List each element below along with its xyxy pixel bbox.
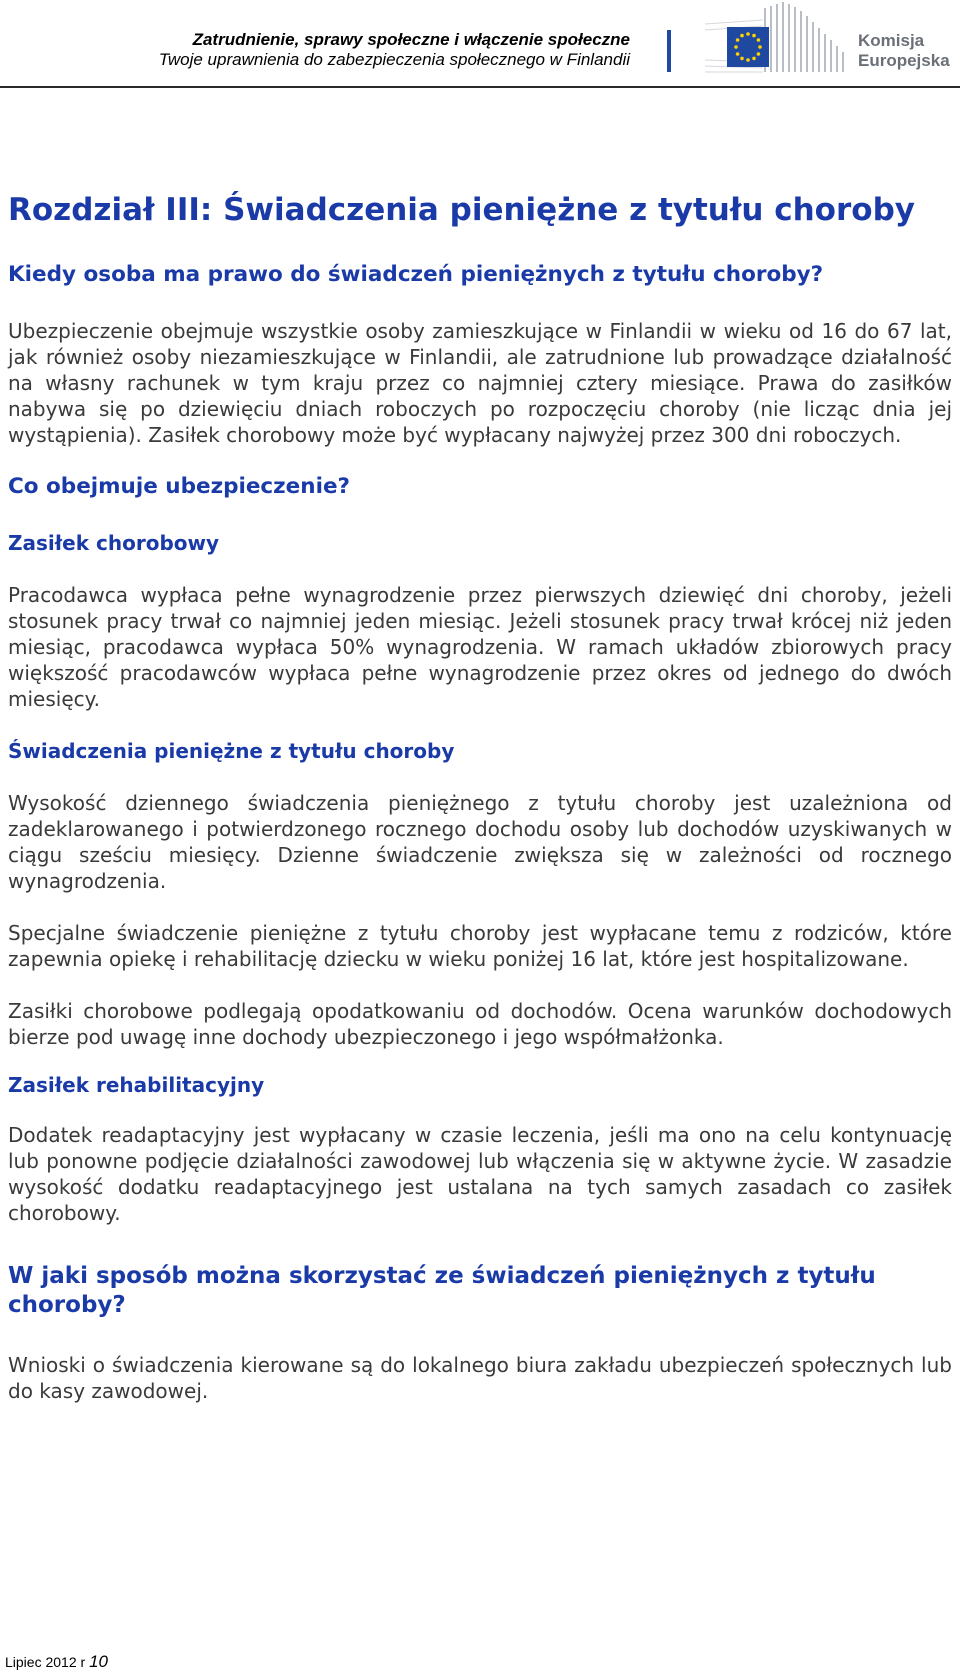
paragraph: Specjalne świadczenie pieniężne z tytułu choroby jest wypłacane temu z rodziców, które zapewnia opiekę i rehabilitację dziecku w wieku poniżej 16 lat, które jest hospitalizowane. <box>8 921 952 971</box>
paragraph: Dodatek readaptacyjny jest wypłacany w czasie leczenia, jeśli ma ono na celu kontynuację lub ponowne podjęcie działalności zawodowej lub włączenia się w aktywne życie. W zasadzie wysokość dodatku readaptacyjnego jest ustalana na tych samych zasadach co zasiłek chorobowy. <box>8 1123 952 1225</box>
ec-building-flag-icon <box>705 0 855 80</box>
paragraph: Wysokość dziennego świadczenia pieniężnego z tytułu choroby jest uzależniona od zadeklarowanego i potwierdzonego rocznego dochodu osoby lub dochodów uzyskiwanych w ciągu sześciu miesięcy. Dzienne świadczenie zwiększa się w zależności od rocznego wynagrodzenia. <box>8 791 952 893</box>
subsection-heading-cash-benefits: Świadczenia pieniężne z tytułu choroby <box>8 739 455 763</box>
header-text <box>159 30 630 70</box>
page-number: 10 <box>89 1652 108 1671</box>
header-divider-bar <box>667 30 671 72</box>
logo-text-line1: Komisja <box>858 31 925 50</box>
logo-text-line2: Europejska <box>858 51 950 70</box>
paragraph: Ubezpieczenie obejmuje wszystkie osoby zamieszkujące w Finlandii w wieku od 16 do 67 lat, jak również osoby niezamieszkujące w Finlandii, ale zatrudnione lub prowadzące działalność na własny rachunek w tym kraju przez co najmniej cztery miesiące. Prawa do zasiłków nabywa się po dziewięciu dniach roboczych po rozpoczęciu choroby (nie licząc dnia jej wystąpienia). Zasiłek chorobowy może być wypłacany najwyżej przez 300 dni roboczych. <box>8 319 952 447</box>
page-header <box>0 0 960 90</box>
section-heading-eligibility: Kiedy osoba ma prawo do świadczeń pieniężnych z tytułu choroby? <box>8 262 824 287</box>
chapter-title: Rozdział III: Świadczenia pieniężne z tytułu choroby <box>8 192 915 228</box>
page-footer <box>5 1652 108 1672</box>
header-guide-title: Twoje uprawnienia do zabezpieczenia społecznego w Finlandii <box>158 50 630 69</box>
paragraph: Zasiłki chorobowe podlegają opodatkowaniu od dochodów. Ocena warunków dochodowych bierze pod uwagę inne dochody ubezpieczonego i jego współmałżonka. <box>8 999 952 1049</box>
footer-date: Lipiec 2012 r <box>5 1654 86 1670</box>
section-heading-coverage: Co obejmuje ubezpieczenie? <box>8 474 350 499</box>
subsection-heading-sickness-allowance: Zasiłek chorobowy <box>8 531 220 555</box>
european-commission-logo <box>705 0 955 80</box>
paragraph: Wnioski o świadczenia kierowane są do lokalnego biura zakładu ubezpieczeń społecznych lub do kasy zawodowej. <box>8 1353 952 1403</box>
logo-text <box>858 31 950 71</box>
header-dg-title: Zatrudnienie, sprawy społeczne i włączenie społeczne <box>192 30 630 49</box>
subsection-heading-rehabilitation: Zasiłek rehabilitacyjny <box>8 1073 265 1097</box>
paragraph: Pracodawca wypłaca pełne wynagrodzenie przez pierwszych dziewięć dni choroby, jeżeli stosunek pracy trwał co najmniej jeden miesiąc. Jeżeli stosunek pracy trwał krócej niż jeden miesiąc, pracodawca wypłaca 50% wynagrodzenia. W ramach układów zbiorowych pracy większość pracodawców wypłaca pełne wynagrodzenie przez okres od jednego do dwóch miesięcy. <box>8 583 952 711</box>
section-heading-how-to-claim: W jaki sposób można skorzystać ze świadczeń pieniężnych z tytułu choroby? <box>8 1263 876 1318</box>
document-body <box>8 190 952 1430</box>
header-rule <box>0 86 960 88</box>
